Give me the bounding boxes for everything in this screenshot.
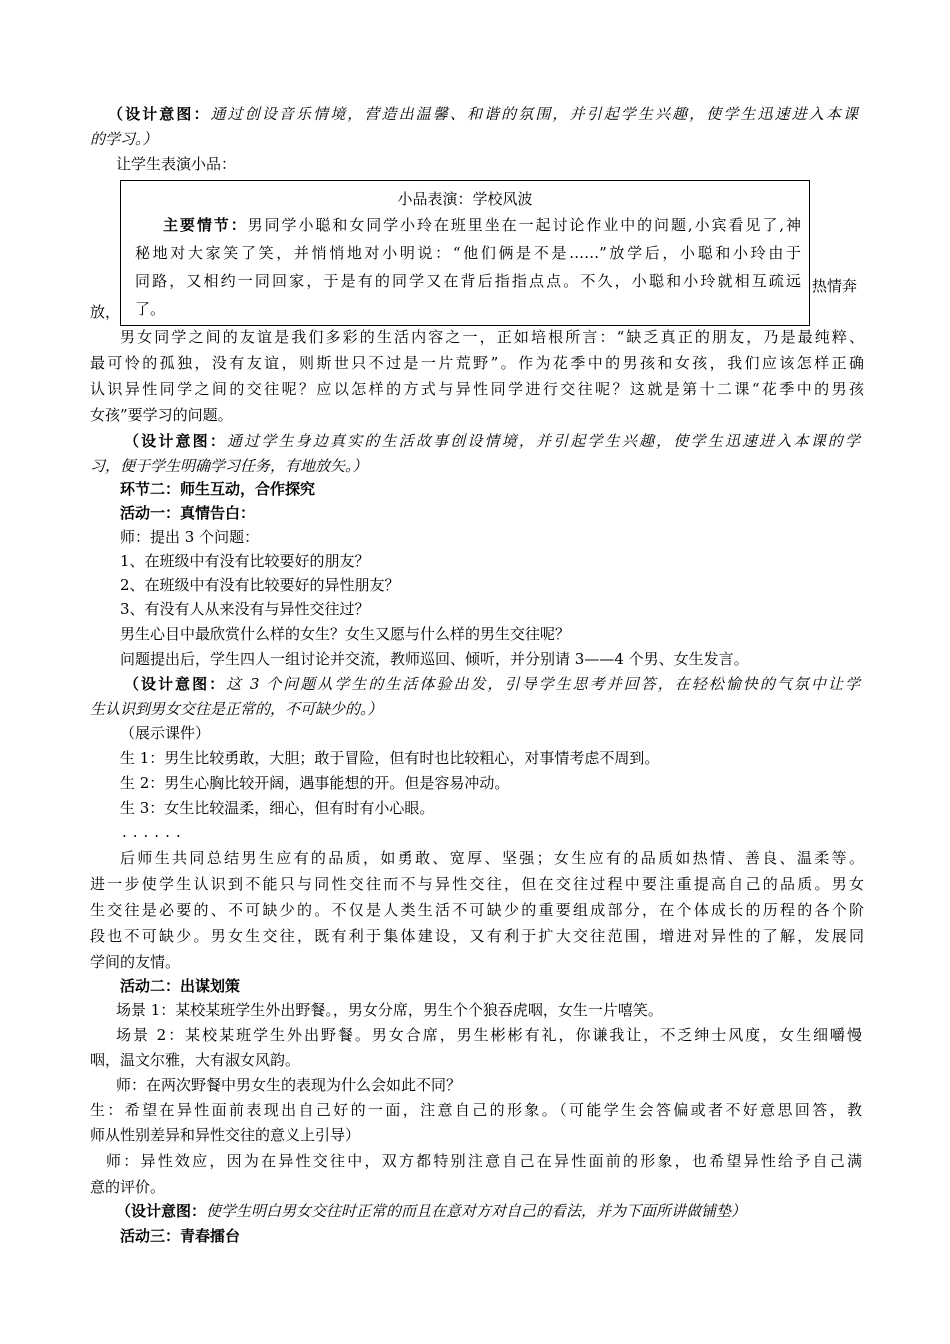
design-intent-text: 通过学生身边真实的生活故事创设情境，并引起学生兴趣，使学生迅速进入本课的学 [227, 432, 860, 450]
para1-line-2: 最可怜的孤独，没有友谊，则斯世只不过是一片荒野”。作为花季中的男孩和女孩，我们应该怎样正确 [90, 354, 864, 372]
scene-2-line-1: 场景 2：某校某班学生外出野餐。男女合席，男生彬彬有礼，你谦我让，不乏绅士风度，女生细嚼慢 [116, 1026, 862, 1044]
summary-line-1: 后师生共同总结男生应有的品质，如勇敢、宽厚、坚强；女生应有的品质如热情、善良、温柔等。 [120, 849, 864, 867]
design-intent-text: 使学生明白男女交往时正常的而且在意对方对自己的看法，并为下面所讲做铺垫） [206, 1202, 747, 1220]
design-intent-label: （设计意图： [116, 1202, 207, 1220]
activity-2-title: 活动二：出谋划策 [120, 977, 241, 995]
para1-line-4: 女孩”要学习的问题。 [90, 406, 233, 424]
question-1: 1、在班级中有没有比较要好的朋友？ [120, 552, 370, 570]
teacher-answer-line-2: 意的评价。 [90, 1178, 166, 1196]
skit-intro: 让学生表演小品： [116, 155, 237, 173]
skit-plot-text: 男同学小聪和女同学小玲在班里坐在一起讨论作业中的问题,小宾看见了,神 [247, 216, 801, 234]
design-intent-4 [116, 1201, 746, 1221]
summary-line-5: 学间的友情。 [90, 953, 181, 971]
design-intent-text: 这 3 个问题从学生的生活体验出发，引导学生思考并回答，在轻松愉快的气氛中让学 [226, 675, 860, 693]
design-intent-2-line-1 [124, 431, 860, 451]
teacher-question-2: 师：在两次野餐中男女生的表现为什么会如此不同？ [116, 1076, 462, 1094]
overflow-text-right: 热情奔 [812, 277, 858, 295]
para1-line-1: 男女同学之间的友谊是我们多彩的生活内容之一，正如培根所言：“缺乏真正的朋友，乃是最纯粹、 [120, 328, 864, 346]
student-answer-line-2: 师从性别差异和异性交往的意义上引导） [90, 1126, 361, 1144]
design-intent-3-line-2: 生认识到男女交往是正常的，不可缺少的。） [90, 700, 383, 718]
teacher-answer-line-1: 师：异性效应，因为在异性交往中，双方都特别注意自己在异性面前的形象，也希望异性给予自己满 [106, 1152, 862, 1170]
skit-plot-line-2: 秘地对大家笑了笑，并悄悄地对小明说：“他们俩是不是……”放学后，小聪和小玲由于 [135, 244, 801, 262]
design-intent-1-line-2: 的学习。） [90, 130, 158, 148]
scene-1: 场景 1：某校某班学生外出野餐。，男女分席，男生个个狼吞虎咽，女生一片嘻笑。 [116, 1001, 663, 1019]
design-intent-label: （设计意图： [108, 105, 211, 123]
design-intent-label: （设计意图： [124, 432, 227, 450]
scene-2-line-2: 咽，温文尔雅，大有淑女风韵。 [90, 1051, 301, 1069]
design-intent-2-line-2: 习，便于学生明确学习任务，有地放矢。） [90, 457, 368, 475]
teacher-question-intro: 师：提出 3 个问题： [120, 528, 260, 546]
question-2: 2、在班级中有没有比较要好的异性朋友？ [120, 576, 400, 594]
skit-plot-line-1 [163, 215, 801, 235]
student-answer-2: 生 2：男生心胸比较开阔，遇事能想的开。但是容易冲动。 [120, 774, 510, 792]
summary-line-3: 生交往是必要的、不可缺少的。不仅是人类生活不可缺少的重要组成部分，在个体成长的历程的各个阶 [90, 901, 864, 919]
design-intent-1-line-1 [108, 104, 858, 124]
discussion-note: 问题提出后，学生四人一组讨论并交流，教师巡回、倾听，并分别请 3——4 个男、女生发言。 [120, 650, 749, 668]
section-2-title: 环节二：师生互动，合作探究 [120, 480, 316, 498]
summary-line-2: 进一步使学生认识到不能只与同性交往而不与异性交往，但在交往过程中要注重提高自己的品质。男女 [90, 875, 864, 893]
student-answer-line-1: 生：希望在异性面前表现出自己好的一面，注意自己的形象。（可能学生会答偏或者不好意思回答，教 [90, 1101, 862, 1119]
ellipsis-dots: ...... [122, 823, 187, 841]
design-intent-3-line-1 [124, 674, 860, 694]
summary-line-4: 段也不可缺少。男女生交往，既有利于集体建设，又有利于扩大交往范围，增进对异性的了解，发展同 [90, 927, 864, 945]
design-intent-text: 通过创设音乐情境，营造出温馨、和谐的氛围，并引起学生兴趣，使学生迅速进入本课 [210, 105, 858, 123]
activity-3-title: 活动三：青春擂台 [120, 1227, 241, 1245]
question-extra: 男生心目中最欣赏什么样的女生？女生又愿与什么样的男生交往呢？ [120, 625, 571, 643]
student-answer-1: 生 1：男生比较勇敢，大胆；敢于冒险，但有时也比较粗心，对事情考虑不周到。 [120, 749, 660, 767]
skit-box [120, 180, 810, 326]
skit-plot-label: 主要情节： [163, 216, 248, 234]
skit-plot-line-3: 同路，又相约一同回家，于是有的同学又在背后指指点点。不久，小聪和小玲就相互疏远 [135, 272, 801, 290]
design-intent-label: （设计意图： [124, 675, 227, 693]
skit-plot-line-4: 了。 [135, 300, 166, 318]
overflow-text-left: 放， [90, 303, 121, 321]
skit-title: 小品表演：学校风波 [397, 190, 533, 208]
question-3: 3、有没有人从来没有与异性交往过？ [120, 600, 370, 618]
activity-1-title: 活动一：真情告白： [120, 504, 256, 522]
para1-line-3: 认识异性同学之间的交往呢？应以怎样的方式与异性同学进行交往呢？这就是第十二课“花季中的男孩 [90, 380, 864, 398]
student-answer-3: 生 3：女生比较温柔，细心，但有时有小心眼。 [120, 799, 435, 817]
courseware-note: （展示课件） [120, 724, 211, 742]
